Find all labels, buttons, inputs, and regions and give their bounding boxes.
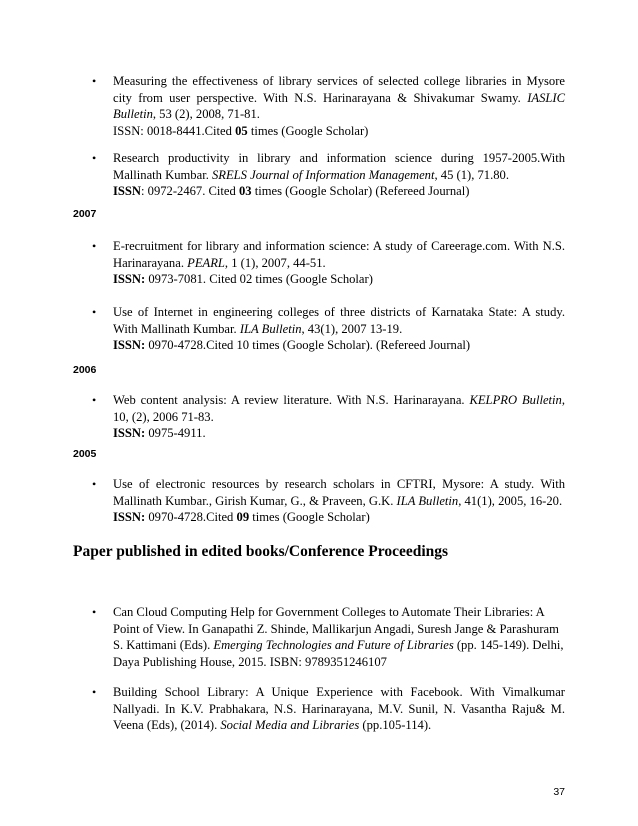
citation-text: Measuring the effectiveness of library services of selected college libraries in Mysore city from user perspective. With N.S. Harinarayana & Shivakumar Swamy. IASLIC Bulletin, 53 (2), 2008, 71-81. <box>113 74 565 121</box>
publication-entry <box>92 304 565 354</box>
bullet-icon: • <box>92 605 97 619</box>
publication-entry <box>92 604 565 670</box>
bullet-icon: • <box>92 685 97 699</box>
issn-label: ISSN: <box>113 426 146 440</box>
bullet-icon: • <box>92 393 97 407</box>
publication-entry <box>92 238 565 288</box>
issn-line: ISSN: 0970-4728.Cited 10 times (Google Scholar). (Refereed Journal) <box>113 338 471 352</box>
issn-line: ISSN: 0975-4911. <box>113 426 206 440</box>
issn-line: ISSN: 0018-8441.Cited 05 times (Google Scholar) <box>113 123 369 138</box>
page-number: 37 <box>553 786 565 798</box>
citation-count: 03 <box>238 184 252 198</box>
journal-name: KELPRO Bulletin <box>469 393 562 407</box>
publication-entry <box>92 150 565 200</box>
citation-count: 05 <box>235 123 248 138</box>
publication-entry <box>92 392 565 442</box>
issn-line: ISSN: 0972-2467. Cited 03 times (Google Scholar) (Refereed Journal) <box>113 184 470 198</box>
journal-name: PEARL <box>187 255 225 270</box>
bullet-icon: • <box>92 151 97 165</box>
year-heading: 2006 <box>73 364 97 376</box>
journal-name: ILA Bulletin <box>396 493 459 508</box>
journal-name: SRELS Journal of Information Management <box>212 167 435 182</box>
citation-text: E-recruitment for library and information science: A study of Careerage.com. With N.S. Harinarayana. PEARL, 1 (1), 2007, 44-51. <box>113 239 565 270</box>
journal-name: IASLIC Bulletin <box>113 90 565 121</box>
section-heading: Paper published in edited books/Conference Proceedings <box>73 543 449 560</box>
issn-label: ISSN: <box>113 510 146 524</box>
bullet-icon: • <box>92 239 97 253</box>
bullet-icon: • <box>92 477 97 491</box>
issn-label: ISSN <box>113 184 142 198</box>
publication-entry <box>92 476 565 526</box>
book-title: Social Media and Libraries <box>220 718 360 732</box>
citation-text: Research productivity in library and information science during 1957-2005.With Mallinath Kumbar. SRELS Journal of Information Management, 45 (1), 71.80. <box>113 151 565 182</box>
citation-text: Web content analysis: A review literature. With N.S. Harinarayana. KELPRO Bulletin, 10, (2), 2006 71-83. <box>113 393 565 424</box>
issn-line: ISSN: 0970-4728.Cited 09 times (Google Scholar) <box>113 510 370 524</box>
citation-count: 09 <box>236 510 250 524</box>
issn-label: ISSN: <box>113 272 146 286</box>
citation-text: Can Cloud Computing Help for Government Colleges to Automate Their Libraries: A Point of View. In Ganapathi Z. Shinde, Mallikarjun Angadi, Suresh Jange & Parashuram S. Kattimani (Eds). Emerging Technologies and Future of Libraries (pp. 145-149). Delhi, Daya Publishing House, 2015. ISBN: 9789351246107 <box>113 605 564 669</box>
citation-text: Use of Internet in engineering colleges of three districts of Karnataka State: A study. With Mallinath Kumbar. ILA Bulletin, 43(1), 2007 13-19. <box>113 305 565 336</box>
bullet-icon: • <box>92 74 97 88</box>
issn-label: ISSN: <box>113 338 146 352</box>
year-heading: 2007 <box>73 208 97 220</box>
citation-text: Building School Library: A Unique Experience with Facebook. With Vimalkumar Nallyadi. In K.V. Prabhakara, N.S. Harinarayana, M.V. Sunil, N. Vasantha Raju& M. Veena (Eds), (2014). Social Media and Libraries (pp.105-114). <box>113 685 565 732</box>
issn-line: ISSN: 0973-7081. Cited 02 times (Google Scholar) <box>113 272 373 286</box>
citation-text: Use of electronic resources by research scholars in CFTRI, Mysore: A study. With Mallinath Kumbar., Girish Kumar, G., & Praveen, G.K. ILA Bulletin, 41(1), 2005, 16-20. <box>113 477 565 508</box>
publication-entry <box>92 73 565 139</box>
journal-name: ILA Bulletin <box>239 321 302 336</box>
book-title: Emerging Technologies and Future of Libraries <box>213 638 454 652</box>
publication-entry <box>92 684 565 734</box>
year-heading: 2005 <box>73 448 97 460</box>
bullet-icon: • <box>92 305 97 319</box>
